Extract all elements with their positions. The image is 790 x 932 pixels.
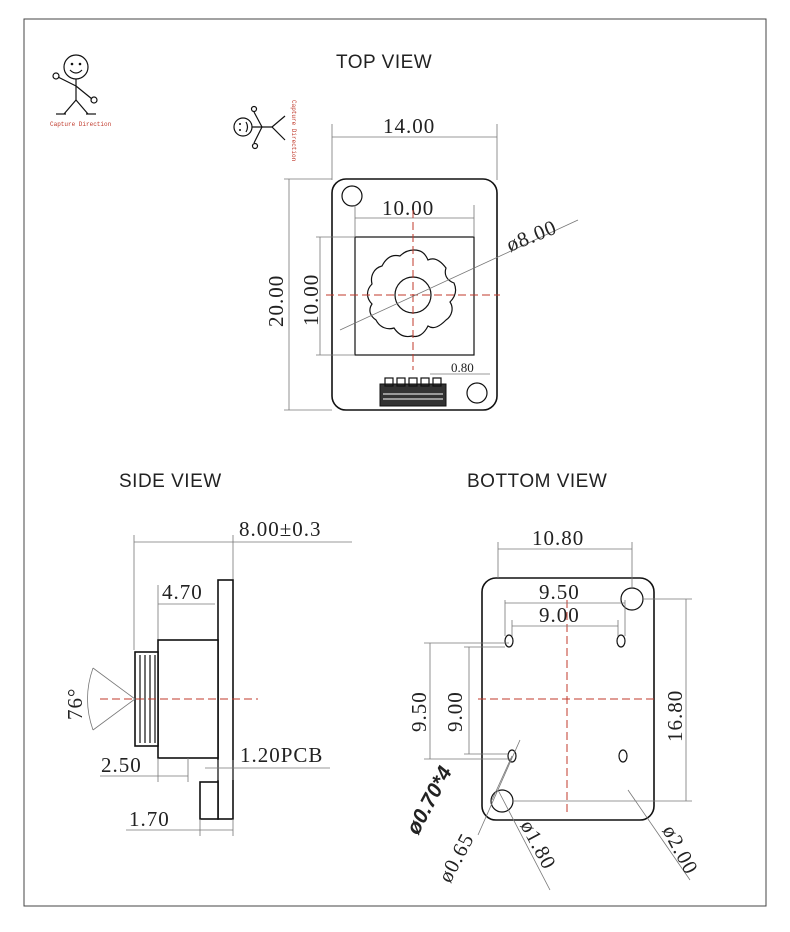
dim-fov-label: 76° — [63, 687, 87, 720]
bottom-view-title: BOTTOM VIEW — [467, 471, 608, 492]
dim-side-lens — [158, 580, 215, 648]
dim-bottom-pad-y-outer-label: 9.50 — [407, 691, 431, 732]
dim-top-width — [332, 114, 497, 180]
dim-side-gap-label: 2.50 — [101, 753, 142, 777]
dim-bottom-pad-dia-label: ø0.70*4 — [402, 762, 457, 839]
dim-side-lens-label: 4.70 — [162, 580, 203, 604]
dim-bottom-hole-x-label: 10.80 — [532, 526, 585, 550]
side-view-connector — [200, 782, 218, 819]
dim-sensor-width-label: 10.00 — [382, 196, 435, 220]
dim-sensor-height-label: 10.00 — [299, 273, 323, 326]
capture-direction-mascot-rotated — [234, 100, 297, 162]
side-view-title: SIDE VIEW — [119, 471, 222, 492]
dim-connector-pitch-label: 0.80 — [451, 360, 474, 375]
dim-bottom-pad-y-inner-label: 9.00 — [443, 691, 467, 732]
dim-bottom-pad-x-inner-label: 9.00 — [539, 603, 580, 627]
dim-bottom-pad-dia-2-label: ø0.65 — [433, 828, 479, 887]
dim-side-pcb-label: 1.20PCB — [240, 743, 324, 767]
dim-top-width-label: 14.00 — [383, 114, 436, 138]
capture-direction-mascot — [50, 55, 112, 128]
top-view-title: TOP VIEW — [336, 52, 433, 73]
mascot-caption-rotated: Capture Direction — [290, 100, 297, 162]
dim-top-height-label: 20.00 — [264, 274, 288, 327]
dim-bottom-hole-y-label: 16.80 — [663, 689, 687, 742]
dim-side-total-label: 8.00±0.3 — [239, 517, 322, 541]
dim-lens-dia-label: ø8.00 — [502, 214, 561, 257]
dim-bottom-hole-dia-2-label: ø2.00 — [657, 821, 704, 879]
dim-bottom-hole-dia-label: ø1.80 — [515, 816, 562, 874]
dim-bottom-pad-x-outer-label: 9.50 — [539, 580, 580, 604]
dim-side-connector-label: 1.70 — [129, 807, 170, 831]
mascot-caption: Capture Direction — [50, 121, 112, 128]
